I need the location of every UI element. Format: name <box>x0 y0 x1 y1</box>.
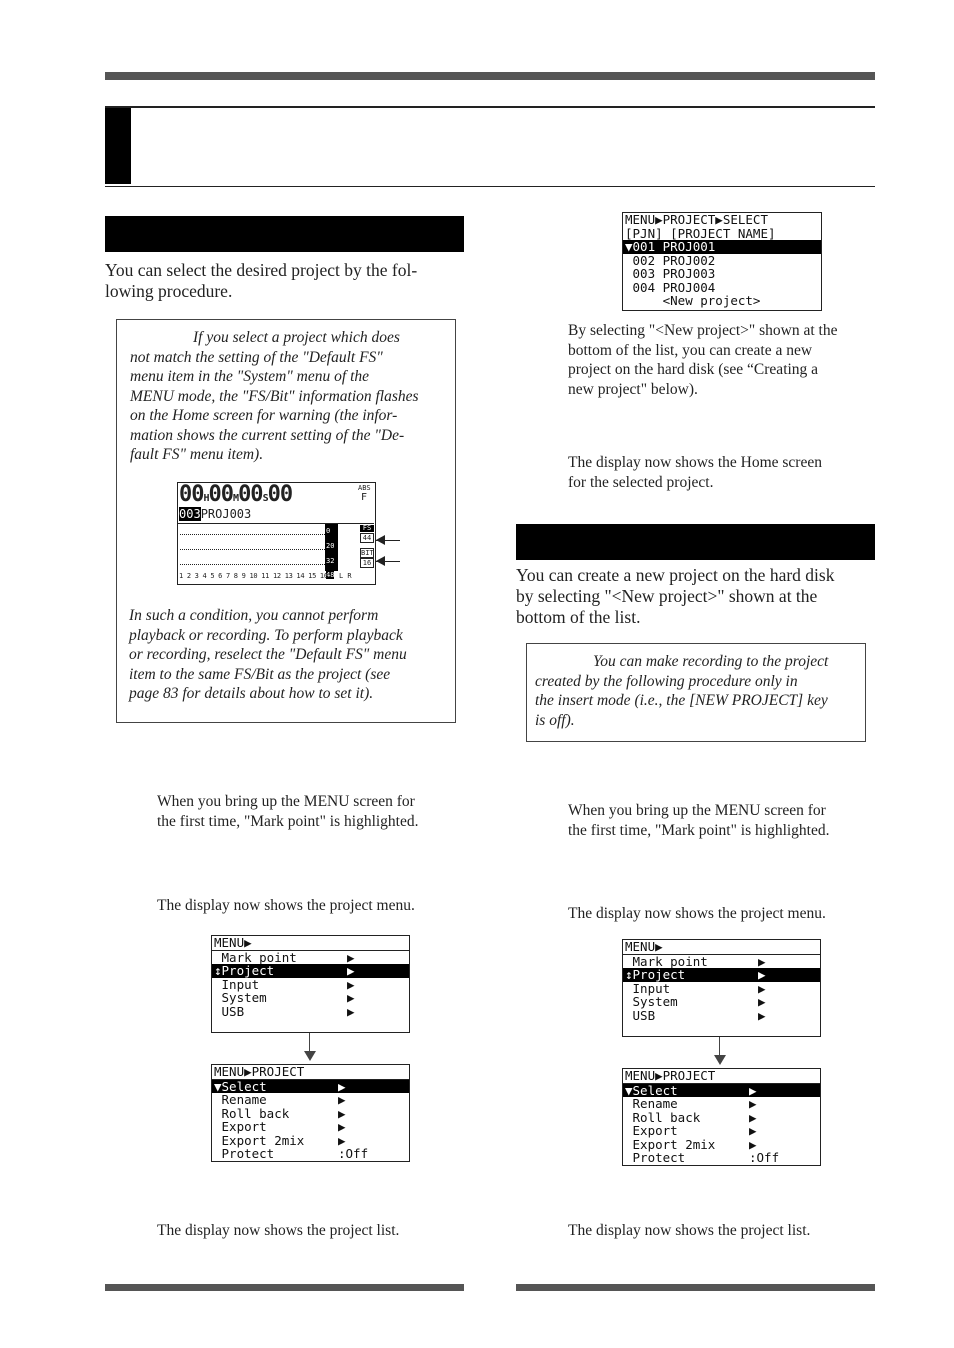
right-step1-line-1: When you bring up the MENU screen for <box>568 802 826 819</box>
select-screen-header: [PJN] [PROJECT NAME] <box>625 225 776 241</box>
frame-unit: F <box>361 492 368 503</box>
create-intro <box>516 565 875 628</box>
section-heading-bar-create <box>516 524 875 560</box>
menu-arrow-icon: ▶ <box>338 1132 346 1148</box>
menu-item-mark-point: Mark point ▶ <box>625 953 766 969</box>
home-divider <box>178 523 374 524</box>
menu-arrow-icon: ▶ <box>749 1123 757 1138</box>
abs-label: ABS <box>358 484 371 492</box>
new-project-line: new project" below). <box>568 380 698 398</box>
menu-item-system: System ▶ <box>214 990 355 1005</box>
title-box <box>105 106 875 187</box>
left-bottom-rule <box>105 1284 464 1291</box>
right-flow-line <box>719 1037 720 1057</box>
down-arrow-icon <box>714 1055 726 1065</box>
menu-arrow-icon: ▶ <box>347 949 355 965</box>
home-screen-lcd <box>177 482 376 585</box>
meter-line-1 <box>180 534 325 535</box>
menu-item-project: ↕Project ▶ <box>623 968 820 982</box>
project-item-roll-back: Roll back ▶ <box>625 1109 757 1125</box>
note-line: You can make recording to the project <box>593 653 829 670</box>
new-project-line: By selecting "<New project>" shown at the <box>568 322 838 339</box>
project-item-protect: Protect :Off <box>625 1150 780 1165</box>
note-line: on the Home screen for warning (the infor- <box>130 407 398 424</box>
menu-arrow-icon: ▶ <box>347 963 355 978</box>
meter-line-2 <box>180 549 325 550</box>
menu-arrow-icon: ▶ <box>338 1119 346 1134</box>
note-line: If you select a project which does <box>193 329 400 346</box>
meter-scale-20: 20 <box>326 542 335 550</box>
create-intro-line: by selecting "<New project>" shown at the <box>516 586 818 606</box>
meter-scale-48: 48 <box>326 571 335 579</box>
project-item-export-2mix: Export 2mix ▶ <box>625 1136 757 1152</box>
project-list-item: 003 PROJ003 <box>625 266 716 281</box>
fs-label: FS <box>360 525 374 532</box>
left-step1-line-2: the first time, "Mark point" is highlighted. <box>157 812 419 830</box>
left-step2-text: The display now shows the project menu. <box>157 897 415 914</box>
note2-line: or recording, reselect the "Default FS" menu <box>129 646 407 663</box>
note2-line: In such a condition, you cannot perform <box>129 607 379 624</box>
right-bottom-rule <box>516 1284 875 1291</box>
home-desc-line-1: The display now shows the Home screen <box>568 454 822 471</box>
menu-arrow-icon: ▶ <box>749 1109 757 1125</box>
fs-value: 44 <box>360 533 374 543</box>
menu-item-mark-point: Mark point ▶ <box>214 949 355 965</box>
home-project-line <box>179 508 251 521</box>
create-intro-line: You can create a new project on the hard disk <box>516 565 835 585</box>
left-flow-line <box>309 1033 310 1053</box>
unit-seconds: S <box>262 493 268 504</box>
note-line: fault FS" menu item). <box>130 446 264 463</box>
note2-line: item to the same FS/Bit as the project (see <box>129 665 391 683</box>
down-arrow-icon <box>304 1051 316 1061</box>
menu-arrow-icon: ▶ <box>347 990 355 1005</box>
unit-hours: H <box>203 493 209 504</box>
project-item-protect: Protect :Off <box>214 1146 369 1161</box>
right-step1-line-2: the first time, "Mark point" is highlighted. <box>568 821 830 839</box>
project-item-export: Export ▶ <box>214 1119 346 1134</box>
select-screen-title: MENU▶PROJECT▶SELECT <box>625 212 768 227</box>
new-project-line: bottom of the list, you can create a new <box>568 341 813 359</box>
right-step1-text <box>568 801 878 840</box>
meter-line-3 <box>180 564 325 565</box>
meter-scale-0: 0 <box>326 527 331 535</box>
menu-arrow-icon: ▶ <box>758 953 766 969</box>
unit-minutes: M <box>233 493 239 504</box>
home-screen-description <box>568 453 876 492</box>
bit-value: 16 <box>360 558 374 568</box>
note-line: created by the following procedure only in <box>535 672 798 690</box>
left-step1-text <box>157 792 467 831</box>
note-text-insert-mode <box>535 652 855 730</box>
fs-pointer-arrow-icon <box>376 535 385 545</box>
menu-arrow-icon: ▶ <box>749 1136 757 1152</box>
bit-pointer-arrow-icon <box>376 556 385 566</box>
new-project-description <box>568 321 876 399</box>
menu-arrow-icon: ▶ <box>347 1003 355 1019</box>
note2-line: page 83 for details about how to set it). <box>129 685 374 702</box>
create-intro-line: bottom of the list. <box>516 607 641 627</box>
protect-value: :Off <box>338 1146 369 1161</box>
project-screen-title: MENU▶PROJECT <box>623 1069 820 1084</box>
menu-item-input: Input ▶ <box>214 976 355 992</box>
home-project-name: PROJ003 <box>200 507 252 521</box>
home-project-number: 003 <box>179 507 201 521</box>
project-list-item: ▼001 PROJ001 <box>623 240 821 254</box>
new-project-item: <New project> <box>625 293 761 308</box>
note-line: menu item in the "System" menu of the <box>130 368 370 385</box>
menu-arrow-icon: ▶ <box>749 1082 757 1098</box>
menu-arrow-icon: ▶ <box>347 976 355 992</box>
home-desc-line-2: for the selected project. <box>568 473 714 491</box>
section-heading-bar-select <box>105 216 464 252</box>
project-list-item: 004 PROJ004 <box>625 279 716 295</box>
project-screen-title: MENU▶PROJECT <box>212 1065 409 1080</box>
project-item-export: Export ▶ <box>625 1123 757 1138</box>
project-item-select: ▼Select ▶ <box>212 1080 409 1094</box>
project-item-select: ▼Select ▶ <box>623 1084 820 1098</box>
lr-label: L R <box>339 572 352 580</box>
menu-item-input: Input ▶ <box>625 980 766 996</box>
time-seconds: 00 <box>238 482 263 507</box>
project-item-rename: Rename ▶ <box>625 1096 757 1111</box>
left-step3-text: The display now shows the project list. <box>157 1222 400 1239</box>
menu-arrow-icon: ▶ <box>758 1007 766 1023</box>
menu-item-usb: USB ▶ <box>625 1007 766 1023</box>
top-rule <box>105 72 875 80</box>
right-step3-text: The display now shows the project list. <box>568 1222 811 1239</box>
title-block-marker <box>105 108 131 184</box>
left-intro-line-2: lowing procedure. <box>105 281 233 301</box>
left-menu-screen <box>211 935 410 1033</box>
project-list-item: 002 PROJ002 <box>625 252 716 268</box>
note-line: is off). <box>535 711 575 729</box>
menu-arrow-icon: ▶ <box>338 1078 346 1094</box>
menu-arrow-icon: ▶ <box>758 980 766 996</box>
menu-arrow-icon: ▶ <box>758 967 766 982</box>
menu-arrow-icon: ▶ <box>758 994 766 1009</box>
menu-screen-title: MENU▶ <box>212 936 409 951</box>
bit-label: BIT <box>361 549 374 557</box>
note-text-1 <box>130 328 443 465</box>
right-project-screen <box>622 1068 821 1166</box>
menu-arrow-icon: ▶ <box>338 1105 346 1121</box>
time-minutes: 00 <box>208 482 234 507</box>
menu-screen-title: MENU▶ <box>623 940 820 955</box>
left-step1-line-1: When you bring up the MENU screen for <box>157 793 415 810</box>
meter-scale-32: 32 <box>326 557 335 565</box>
time-frames: 00 <box>267 482 293 507</box>
note2-line: playback or recording. To perform playback <box>129 626 403 644</box>
protect-value: :Off <box>749 1150 780 1165</box>
right-menu-screen <box>622 939 821 1037</box>
time-hours: 00 <box>179 482 204 507</box>
note-line: not match the setting of the "Default FS" <box>130 348 383 366</box>
note-line: MENU mode, the "FS/Bit" information flashes <box>130 387 419 405</box>
right-step2-text: The display now shows the project menu. <box>568 905 826 922</box>
note-text-2 <box>129 606 444 704</box>
menu-item-system: System ▶ <box>625 994 766 1009</box>
project-item-rename: Rename ▶ <box>214 1092 346 1107</box>
track-numbers: 1 2 3 4 5 6 7 8 9 10 11 12 13 14 15 16 <box>179 572 328 580</box>
project-item-export-2mix: Export 2mix ▶ <box>214 1132 346 1148</box>
menu-arrow-icon: ▶ <box>749 1096 757 1111</box>
menu-item-project: ↕Project ▶ <box>212 964 409 978</box>
menu-item-usb: USB ▶ <box>214 1003 355 1019</box>
new-project-line: project on the hard disk (see “Creating a <box>568 361 819 378</box>
note-line: mation shows the current setting of the "De- <box>130 426 405 444</box>
left-project-screen <box>211 1064 410 1162</box>
note-line: the insert mode (i.e., the [NEW PROJECT] key <box>535 692 828 709</box>
menu-arrow-icon: ▶ <box>338 1092 346 1107</box>
project-item-roll-back: Roll back ▶ <box>214 1105 346 1121</box>
left-intro <box>105 260 464 302</box>
project-select-screen <box>622 212 822 311</box>
left-intro-line-1: You can select the desired project by the fol- <box>105 260 418 280</box>
